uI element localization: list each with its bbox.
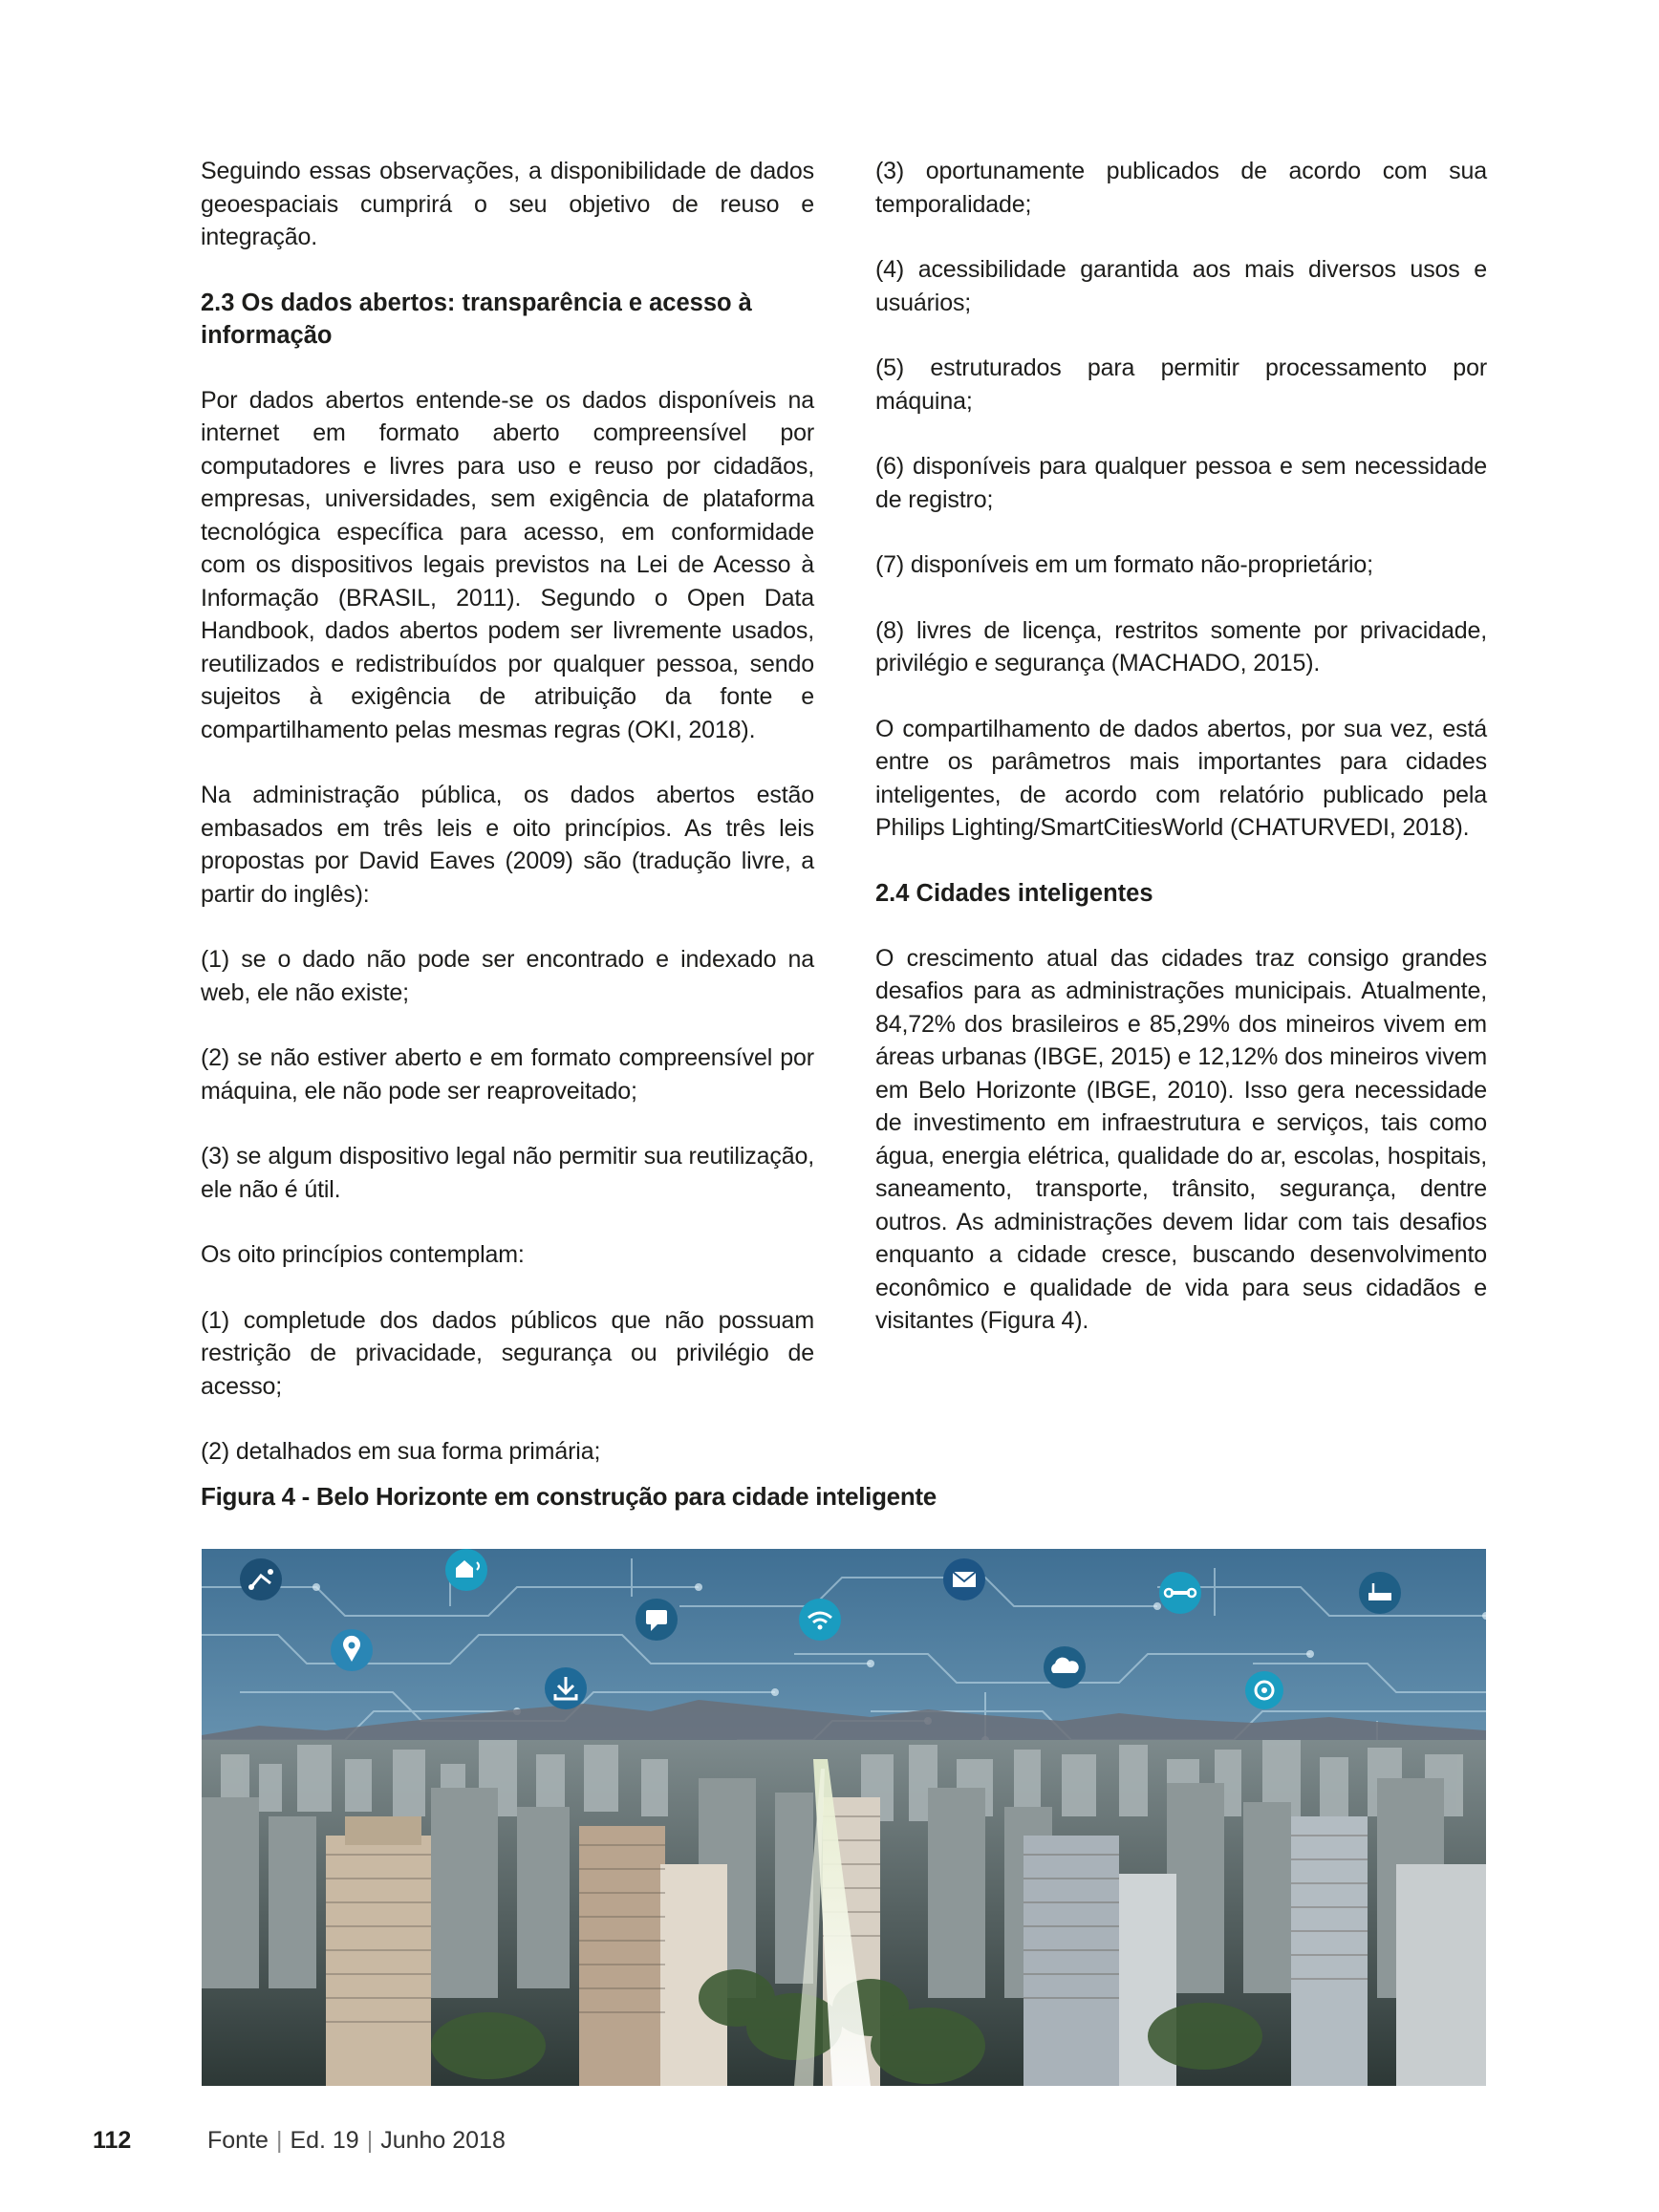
settings-icon: [1245, 1671, 1283, 1709]
publication-date: Junho 2018: [380, 2127, 506, 2154]
share-icon: [240, 1558, 282, 1600]
section-heading-smart-cities: 2.4 Cidades inteligentes: [875, 879, 1153, 907]
footer-publication: Fonte | Ed. 19 | Junho 2018: [207, 2127, 506, 2154]
list-item-principle-6: (6) disponíveis para qualquer pessoa e sem necessidade de registro;: [875, 453, 1487, 513]
left-column: [201, 155, 814, 1501]
figure-caption: Figura 4 - Belo Horizonte em construção para cidade inteligente: [201, 1482, 937, 1511]
mail-icon: [943, 1558, 985, 1600]
page-number: 112: [93, 2127, 132, 2154]
location-pin-icon: [331, 1629, 373, 1671]
paragraph-principles-intro: Os oito princípios contemplam:: [201, 1241, 525, 1268]
paragraph-intro: Seguindo essas observações, a disponibilidade de dados geoespaciais cumprirá o seu objetivo de reuso e integração.: [201, 158, 814, 250]
wrench-icon: [1159, 1572, 1201, 1614]
router-icon: [1359, 1572, 1401, 1614]
list-item-law-2: (2) se não estiver aberto e em formato compreensível por máquina, ele não pode ser reaproveitado;: [201, 1044, 814, 1105]
figure-city-photo: [202, 1549, 1486, 2086]
list-item-principle-3: (3) oportunamente publicados de acordo com sua temporalidade;: [875, 158, 1487, 218]
paragraph-public-administration: Na administração pública, os dados abertos estão embasados em três leis e oito princípios. As três leis propostas por David Eaves (2009) são (tradução livre, a partir do inglês):: [201, 782, 814, 908]
list-item-principle-1: (1) completude dos dados públicos que não possuam restrição de privacidade, segurança ou privilégio de acesso;: [201, 1306, 814, 1400]
paragraph-data-sharing: O compartilhamento de dados abertos, por sua vez, está entre os parâmetros mais importantes para cidades inteligentes, de acordo com relatório publicado pela Philips Lighting/SmartCitiesWorld (CHATURVEDI, 2018).: [875, 715, 1487, 841]
paragraph-open-data-definition: Por dados abertos entende-se os dados disponíveis na internet em formato aberto compreensível por computadores e livres para uso e reuso por cidadãos, empresas, universidades, sem exigência de plataforma tecnológica específica para acesso, em conformidade com os dispositivos legais previstos na Lei de Acesso à Informação (BRASIL, 2011). Segundo o Open Data Handbook, dados abertos podem ser livremente usados, reutilizados e redistribuídos por qualquer pessoa, sendo sujeitos à exigência de atribuição da fonte e compartilhamento pelas mesmas regras (OKI, 2018).: [201, 386, 814, 743]
list-item-principle-7: (7) disponíveis em um formato não-proprietário;: [875, 551, 1373, 578]
download-icon: [545, 1667, 587, 1709]
list-item-law-3: (3) se algum dispositivo legal não permitir sua reutilização, ele não é útil.: [201, 1143, 814, 1203]
cloud-icon: [1044, 1646, 1086, 1688]
list-item-principle-8: (8) livres de licença, restritos somente por privacidade, privilégio e segurança (MACHADO, 2015).: [875, 616, 1487, 676]
list-item-law-1: (1) se o dado não pode ser encontrado e indexado na web, ele não existe;: [201, 946, 814, 1006]
chat-icon: [636, 1599, 678, 1641]
paragraph-smart-cities: O crescimento atual das cidades traz consigo grandes desafios para as administrações municipais. Atualmente, 84,72% dos brasileiros e 85,29% dos mineiros vivem em áreas urbanas (IBGE, 2015) e 12,12% dos mineiros vivem em Belo Horizonte (IBGE, 2010). Isso gera necessidade de investimento em infraestrutura e serviços, tais como água, energia elétrica, qualidade do ar, escolas, hospitais, saneamento, transporte, trânsito, segurança, dentre outros. As administrações devem lidar com tais desafios enquanto a cidade cresce, buscando desenvolvimento econômico e qualidade de vida para seus cidadãos e visitantes (Figura 4).: [875, 944, 1487, 1334]
list-item-principle-5: (5) estruturados para permitir processamento por máquina;: [875, 354, 1487, 415]
wifi-icon: [799, 1599, 841, 1641]
list-item-principle-4: (4) acessibilidade garantida aos mais diversos usos e usuários;: [875, 256, 1487, 316]
edition: Ed. 19: [290, 2127, 359, 2154]
section-heading-open-data: 2.3 Os dados abertos: transparência e acesso à informação: [201, 289, 752, 349]
list-item-principle-2: (2) detalhados em sua forma primária;: [201, 1438, 601, 1465]
right-column: [875, 155, 1487, 1370]
publication-name: Fonte: [207, 2127, 269, 2154]
smart-home-icon: [445, 1549, 487, 1591]
